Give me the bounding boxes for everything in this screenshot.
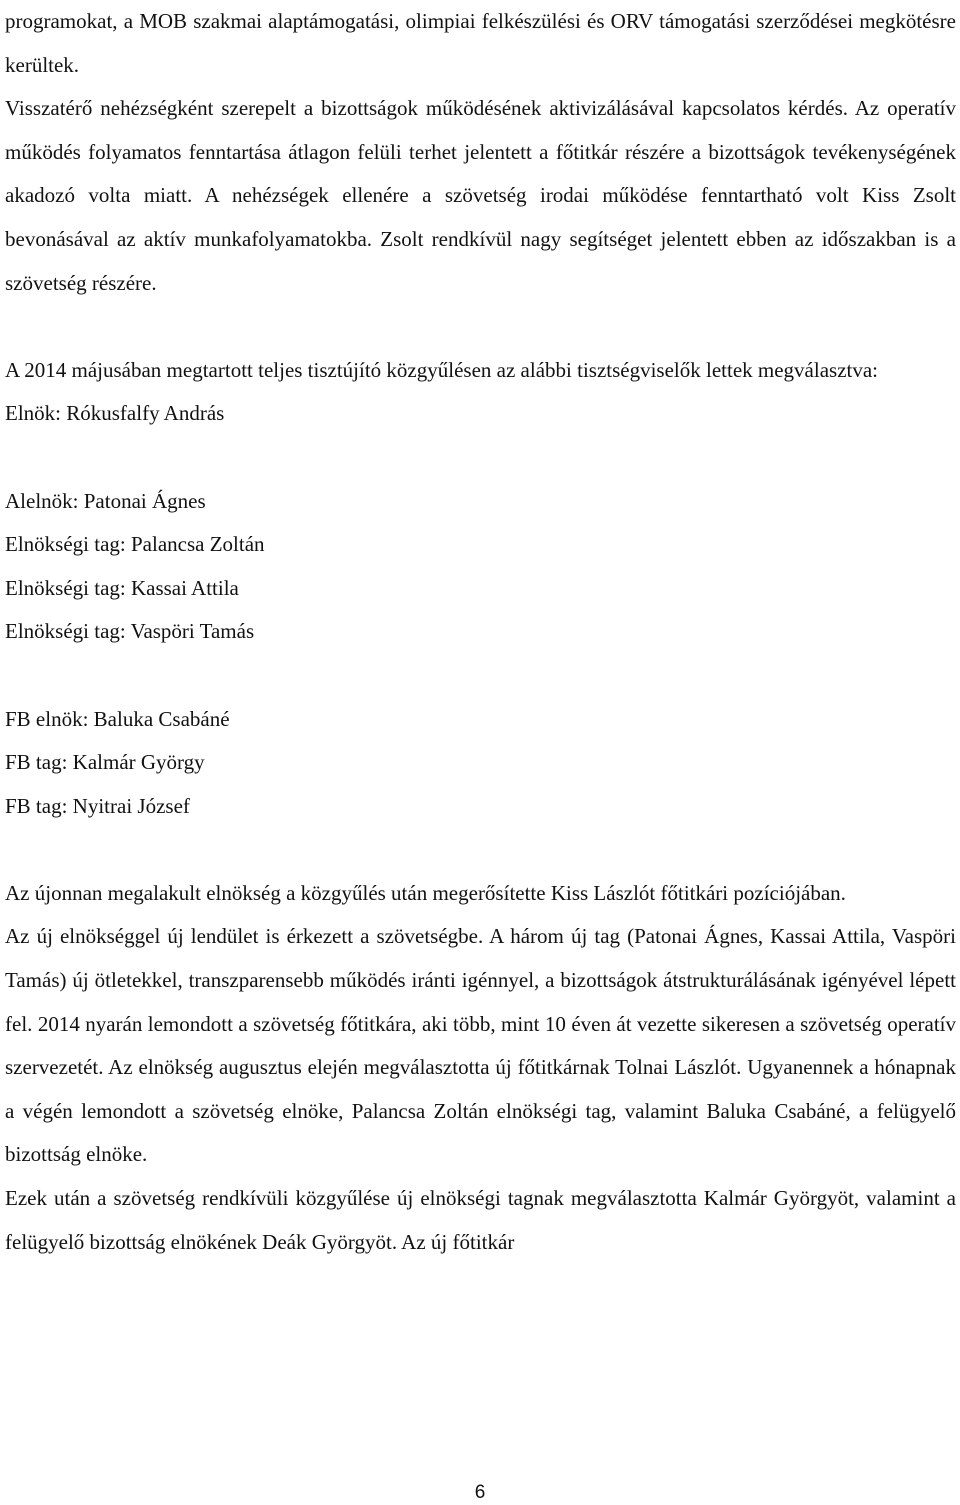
board-member: Alelnök: Patonai Ágnes [5,488,206,513]
board-list [5,480,956,654]
president-line: Elnök: Rókusfalfy András [5,401,225,426]
supervisory-member: FB tag: Kalmár György [5,750,205,775]
supervisory-member: FB tag: Nyitrai József [5,793,190,818]
document-page [5,0,956,1264]
paragraph-programs: programokat, a MOB szakmai alaptámogatási, olimpiai felkészülési és ORV támogatási szerződései megkötésre kerültek. [5,9,956,77]
board-member: Elnökségi tag: Vaspöri Tamás [5,619,255,644]
board-member: Elnökségi tag: Palancsa Zoltán [5,532,265,557]
supervisory-member: FB elnök: Baluka Csabáné [5,706,230,731]
paragraph-extraordinary-meeting: Ezek után a szövetség rendkívüli közgyűlése új elnökségi tagnak megválasztotta Kalmár Györgyöt, valamint a felügyelő bizottság elnökének Deák Györgyöt. Az új főtitkár [5,1186,956,1254]
paragraph-difficulties: Visszatérő nehézségként szerepelt a bizottságok működésének aktivizálásával kapcsolatos kérdés. Az operatív működés folyamatos fenntartása átlagon felüli terhet jelentett a főtitkár részére a bizottságok tevékenységének akadozó volta miatt. A nehézségek ellenére a szövetség irodai működése fenntartható volt Kiss Zsolt bevonásával az aktív munkafolyamatokba. Zsolt rendkívül nagy segítséget jelentett ebben az időszakban is a szövetség részére. [5,96,956,295]
page-number: 6 [474,1482,486,1503]
paragraph-election-intro: A 2014 májusában megtartott teljes tisztújító közgyűlésen az alábbi tisztségviselők lettek megválasztva: [5,357,879,382]
paragraph-new-board: Az új elnökséggel új lendület is érkezett a szövetségbe. A három új tag (Patonai Ágnes, Kassai Attila, Vaspöri Tamás) új ötletekkel, transzparensebb működés iránti igénnyel, a bizottságok átstrukturálásának igényével lépett fel. 2014 nyarán lemondott a szövetség főtitkára, aki több, mint 10 éven át vezette sikeresen a szövetség operatív szervezetét. Az elnökség augusztus elején megválasztotta új főtitkárnak Tolnai Lászlót. Ugyanennek a hónapnak a végén lemondott a szövetség elnöke, Palancsa Zoltán elnökségi tag, valamint Baluka Csabáné, a felügyelő bizottság elnöke. [5,924,956,1167]
supervisory-board-list [5,698,956,829]
paragraph-secretary-confirmation: Az újonnan megalakult elnökség a közgyűlés után megerősítette Kiss Lászlót főtitkári pozíciójában. [5,880,846,905]
board-member: Elnökségi tag: Kassai Attila [5,575,239,600]
